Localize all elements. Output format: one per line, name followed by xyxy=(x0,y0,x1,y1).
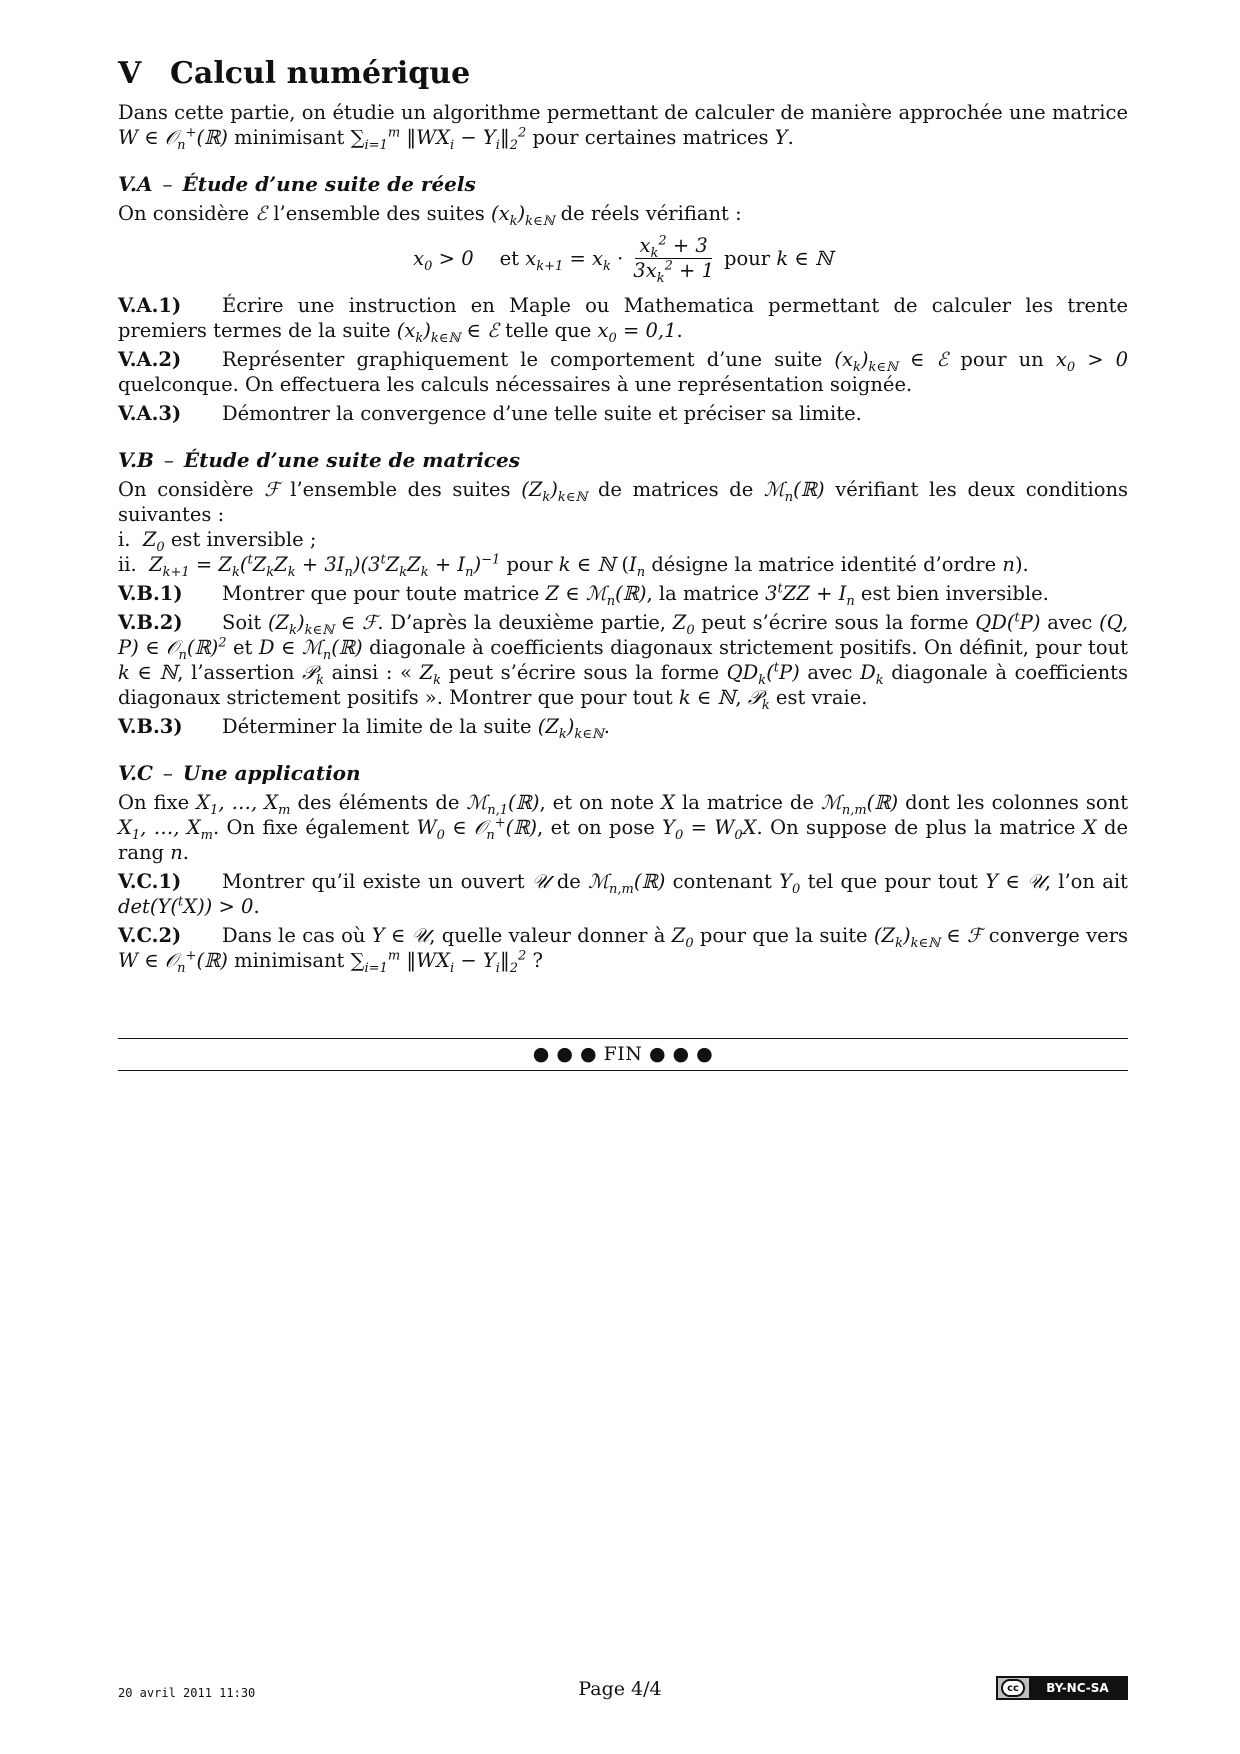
question-vb1: V.B.1) Montrer que pour toute matrice Z ∈ ℳ$_n$(ℝ), la matrice $3^tZZ + I_n$ est bien inversible. xyxy=(118,581,1049,609)
subsection-va-title: V.A – Étude d’une suite de réels xyxy=(118,172,476,196)
question-va3: V.A.3) Démontrer la convergence d’une telle suite et préciser sa limite. xyxy=(118,402,862,425)
section-title-text: Calcul numérique xyxy=(170,56,471,91)
cc-icon: cc xyxy=(1001,1679,1025,1697)
section-number: V xyxy=(118,56,142,91)
page-content xyxy=(118,54,1129,976)
va-recurrence-formula: $x_0 > 0$ et $x_{k+1} = x_k$ · $\frac{x_k^2 + 3}{3x_k^2 + 1}$ pour k ∈ ℕ xyxy=(413,233,833,286)
vc-intro: On fixe $X_1$, …, $X_m$ des éléments de ℳ$_{n,1}$(ℝ), et on note X la matrice de ℳ$_{n,m}$(ℝ) dont les colonnes sont $X_1$, …, $X_m$. On fixe également $W_0$ ∈ 𝒪$_n$+(ℝ), et on pose $Y_0 = W_0X$. On suppose de plus la matrice X de rang n. xyxy=(118,791,1129,864)
question-vb2: V.B.2) Soit $(Z_k)_{k\in ℕ}$ ∈ ℱ. D’après la deuxième partie, $Z_0$ peut s’écrire sous la forme QD($^t$P) avec (Q, P) ∈ 𝒪$_n$(ℝ)$^2$ et D ∈ ℳ$_n$(ℝ) diagonale à coefficients diagonaux strictement positifs. On définit, pour tout k ∈ ℕ, l’assertion 𝒫$_k$ ainsi : « $Z_k$ peut s’écrire sous la forme $QD_k(^tP)$ avec $D_k$ diagonale à coefficients diagonaux strictement positifs ». Montrer que pour tout k ∈ ℕ, 𝒫$_k$ est vraie. xyxy=(118,610,1128,713)
question-vc1: V.C.1) Montrer qu’il existe un ouvert 𝒰 de ℳ$_{n,m}$(ℝ) contenant $Y_0$ tel que pour tout Y ∈ 𝒰, l’on ait det(Y($^t$X)) > 0. xyxy=(118,870,1128,918)
va-fraction: $\frac{x_k^2 + 3}{3x_k^2 + 1}$ xyxy=(633,233,715,286)
question-vb3: V.B.3) Déterminer la limite de la suite $(Z_k)_{k\in ℕ}$. xyxy=(118,715,610,742)
subsection-vb-title: V.B – Étude d’une suite de matrices xyxy=(118,448,520,472)
vb-condition-i: i. $Z_0$ est inversible ; xyxy=(118,528,317,555)
vb-condition-ii: ii. $Z_{k+1} = Z_k(^tZ_kZ_k + 3I_n)(3^tZ_kZ_k + I_n)^{-1}$ pour k ∈ ℕ ($I_n$ désigne la matrice identité d’ordre n). xyxy=(118,552,1029,580)
section-intro: Dans cette partie, on étudie un algorithme permettant de calculer de manière approchée une matrice W ∈ 𝒪$_n$+(ℝ) minimisant $\sum_{i=1}^m$ $‖WX_i$ − $Y_i‖_2^2$ pour certaines matrices Y. xyxy=(118,101,1128,153)
va-intro: On considère ℰ l’ensemble des suites $(x_k)_{k\in ℕ}$ de réels vérifiant : xyxy=(118,202,742,229)
end-marker-text: ● ● ● FIN ● ● ● xyxy=(532,1043,714,1065)
question-va2: V.A.2) Représenter graphiquement le comportement d’une suite $(x_k)_{k\in ℕ}$ ∈ ℰ pour un $x_0 > 0$ quelconque. On effectuera les calculs nécessaires à une représentation soignée. xyxy=(118,348,1129,396)
section-title xyxy=(118,54,1128,94)
vb-intro: On considère ℱ l’ensemble des suites $(Z_k)_{k\in ℕ}$ de matrices de ℳ$_n$(ℝ) vérifiant les deux conditions suivantes : xyxy=(118,478,1129,526)
subsection-vc-title: V.C – Une application xyxy=(118,761,361,785)
cc-license-badge xyxy=(996,1676,1128,1700)
question-vc2: V.C.2) Dans le cas où Y ∈ 𝒰, quelle valeur donner à $Z_0$ pour que la suite $(Z_k)_{k\in ℕ}$ ∈ ℱ converge vers W ∈ 𝒪$_n$+(ℝ) minimisant $\sum_{i=1}^m$ $‖WX_i$ − $Y_i‖_2^2$ ? xyxy=(118,924,1129,976)
license-label: BY-NC-SA xyxy=(1029,1678,1126,1698)
footer-date: 20 avril 2011 11:30 xyxy=(118,1686,256,1700)
question-va1: V.A.1) Écrire une instruction en Maple ou Mathematica permettant de calculer les trente premiers termes de la suite $(x_k)_{k\in ℕ}$ ∈ ℰ telle que $x_0 = 0,1$. xyxy=(118,294,1128,346)
end-marker xyxy=(118,1038,1128,1071)
footer-page-number: Page 4/4 xyxy=(578,1678,662,1700)
